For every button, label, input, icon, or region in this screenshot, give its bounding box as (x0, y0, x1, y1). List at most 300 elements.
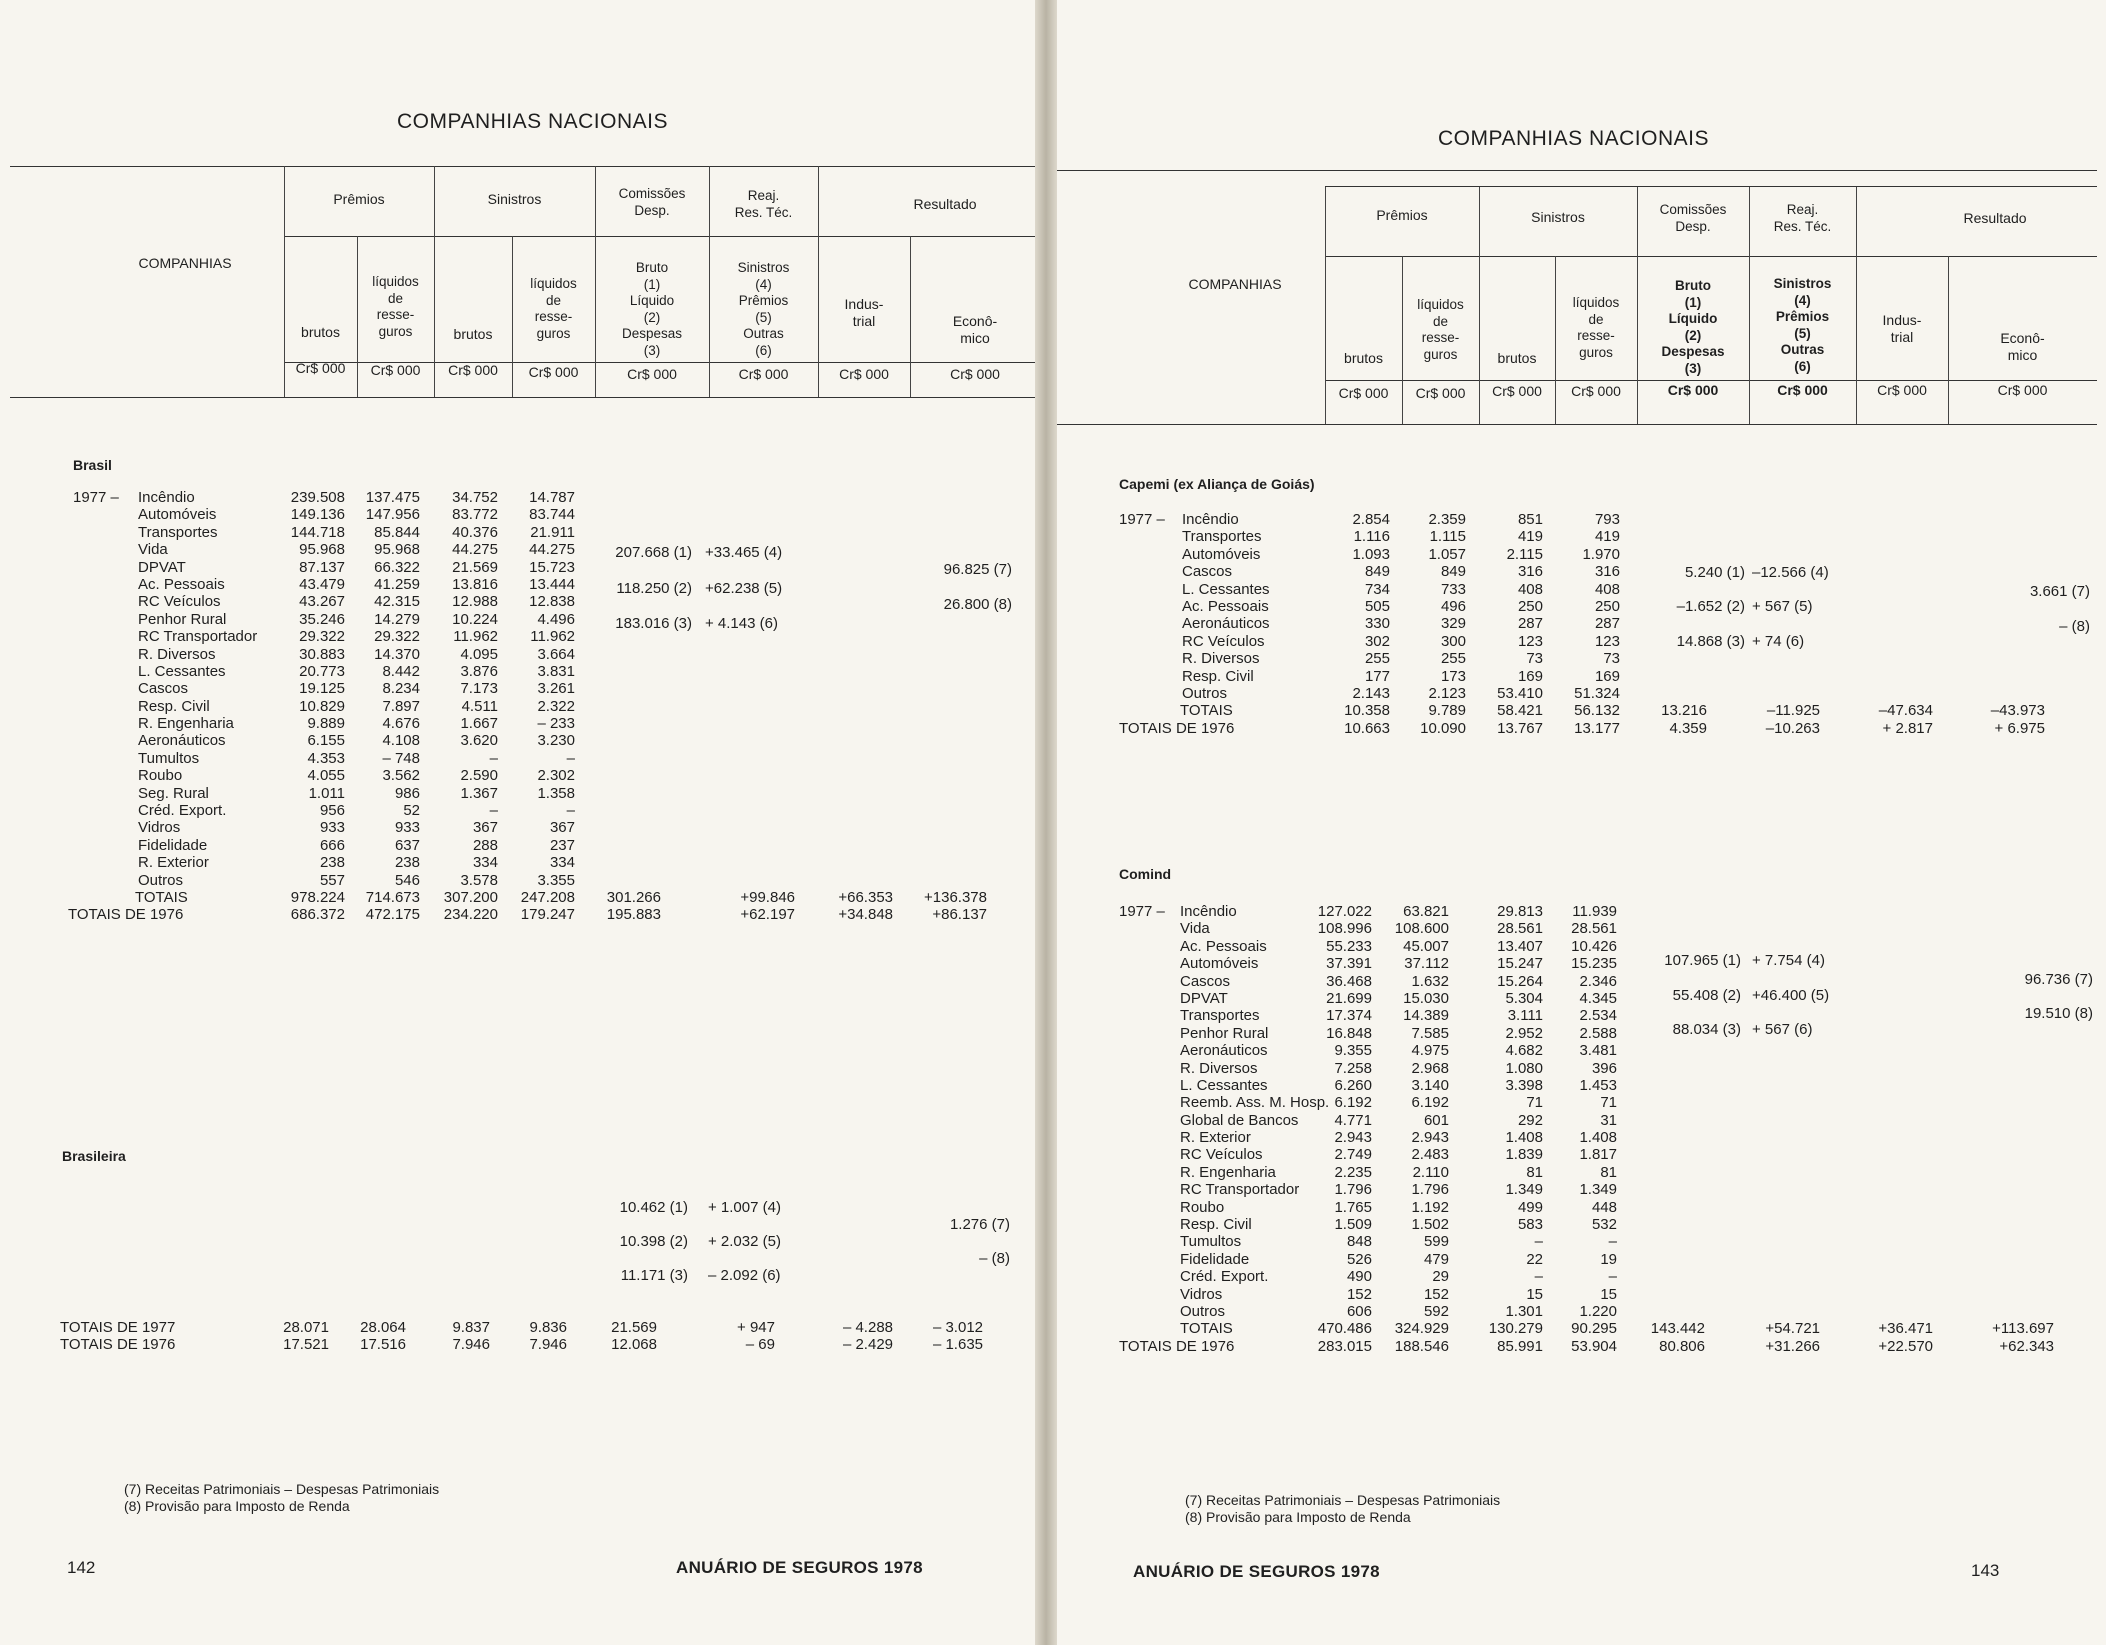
row-value: 3.620 (460, 732, 498, 750)
row-value: – (1608, 1268, 1617, 1286)
row-value: 666 (319, 836, 345, 854)
row-value: 4.095 (460, 645, 498, 663)
row-label: L. Cessantes (1180, 1076, 1268, 1094)
row-value: 1.509 (1334, 1216, 1372, 1234)
totals-value: –10.263 (1765, 719, 1820, 737)
table-row (1045, 511, 2106, 528)
row-value: 4.511 (461, 697, 498, 715)
resultado-value: 19.510 (8) (2024, 1005, 2093, 1022)
row-value: 81 (1526, 1163, 1543, 1181)
row-value: 53.410 (1497, 684, 1543, 702)
row-value: 2.588 (1579, 1024, 1617, 1042)
table-row (0, 872, 1045, 889)
header-bottom-rule (1045, 424, 2097, 425)
header-unit: Cr$ 000 (1777, 382, 1828, 398)
header-economico: Econô- mico (2000, 330, 2045, 363)
row-value: 29 (1432, 1268, 1449, 1286)
row-value: 177 (1364, 667, 1390, 685)
row-value: 2.854 (1352, 511, 1390, 528)
comind-table (1045, 903, 2106, 1355)
totals-value: 10.358 (1344, 702, 1390, 720)
totals-value: – 1.635 (932, 1336, 983, 1354)
row-value: – (489, 802, 498, 820)
totals-value: 9.789 (1428, 702, 1466, 720)
row-value: 238 (394, 854, 420, 872)
totals-value: 9.836 (529, 1319, 567, 1336)
row-value: 137.475 (365, 489, 420, 506)
table-row (1045, 1060, 2106, 1077)
row-label: R. Exterior (1180, 1129, 1251, 1147)
totals-value: +99.846 (740, 888, 795, 906)
row-value: 316 (1517, 563, 1543, 581)
row-value: 15.723 (529, 558, 575, 576)
header-bruto-liquido: Bruto (1) Líquido (2) Despesas (3) (621, 260, 683, 358)
table-row (1045, 920, 2106, 937)
row-value: 1.349 (1579, 1181, 1617, 1199)
row-label: Aeronáuticos (1182, 615, 1270, 633)
row-value: 1.502 (1411, 1216, 1449, 1234)
comissoes-value: 11.171 (3) (620, 1267, 688, 1284)
row-value: 30.883 (299, 645, 345, 663)
row-value: 592 (1423, 1302, 1449, 1320)
row-value: 152 (1423, 1285, 1449, 1303)
row-value: 14.370 (374, 645, 420, 663)
totals-value: 17.516 (360, 1336, 406, 1354)
header-top-rule (10, 166, 1045, 167)
header-unit: Cr$ 000 (627, 366, 677, 382)
row-value: 169 (1517, 667, 1543, 685)
row-value: 71 (1600, 1094, 1617, 1112)
row-value: 28.561 (1571, 920, 1617, 938)
row-value: – (1534, 1268, 1543, 1286)
row-value: 28.561 (1497, 920, 1543, 938)
company-name: Capemi (ex Aliança de Goiás) (1119, 476, 1315, 492)
row-value: 2.302 (537, 767, 575, 785)
totals-value: 80.806 (1659, 1337, 1705, 1355)
row-value: 292 (1517, 1111, 1543, 1129)
header-unit: Cr$ 000 (1667, 382, 1719, 398)
page-number: 142 (67, 1558, 96, 1577)
row-label: Penhor Rural (138, 610, 227, 628)
row-value: 734 (1364, 580, 1390, 598)
row-value: 287 (1594, 615, 1620, 633)
row-value: 10.829 (299, 697, 345, 715)
table-row (0, 489, 1045, 506)
row-label: Resp. Civil (1180, 1216, 1252, 1234)
table-row (0, 698, 1045, 715)
resultado-value: 96.736 (7) (2024, 971, 2093, 988)
row-value: 1.408 (1505, 1129, 1543, 1147)
row-label: Incêndio (1180, 903, 1237, 920)
row-value: 71 (1526, 1094, 1543, 1112)
totals-value: 58.421 (1497, 702, 1543, 720)
row-value: 4.975 (1411, 1042, 1449, 1060)
reaj-value: + 74 (6) (1752, 633, 1805, 650)
header-brutos: brutos (453, 326, 493, 342)
row-value: 239.508 (290, 489, 345, 506)
totals-label: TOTAIS (1180, 702, 1233, 720)
row-value: 2.110 (1412, 1163, 1449, 1181)
header-sinistros: Sinistros (487, 191, 542, 207)
row-value: 15 (1600, 1285, 1617, 1303)
row-year: 1977 – (73, 489, 119, 506)
company-name: Brasileira (62, 1148, 126, 1164)
header-unit: Cr$ 000 (295, 360, 346, 376)
row-value: – 233 (537, 715, 575, 733)
reaj-value: +33.465 (4) (705, 544, 783, 561)
row-label: Incêndio (1182, 511, 1239, 528)
row-value: 87.137 (299, 558, 345, 576)
row-label: Créd. Export. (138, 802, 227, 820)
table-row (1045, 598, 2106, 615)
row-value: 1.358 (537, 784, 575, 802)
row-value: 849 (1364, 563, 1390, 581)
table-row (1045, 650, 2106, 667)
totals-value: 188.546 (1394, 1337, 1449, 1355)
header-liquidos: líquidos de resse- guros (530, 276, 577, 341)
header-unit: Cr$ 000 (528, 364, 579, 380)
row-value: 2.952 (1505, 1024, 1543, 1042)
row-label: RC Veículos (1182, 632, 1265, 650)
row-value: 583 (1517, 1216, 1543, 1234)
row-value: 173 (1440, 667, 1466, 685)
table-row (1045, 668, 2106, 685)
row-value: 1.349 (1505, 1181, 1543, 1199)
header-industrial: Indus- trial (844, 296, 884, 329)
comissoes-value: 5.240 (1) (1684, 564, 1745, 581)
totals-value: +113.697 (1992, 1320, 2054, 1338)
row-value: 40.376 (452, 523, 498, 541)
header-unit: Cr$ 000 (1338, 385, 1389, 401)
row-value: 35.246 (299, 610, 345, 628)
row-value: 13.816 (452, 575, 498, 593)
totals-value: 472.175 (365, 906, 420, 924)
table-row (1045, 1216, 2106, 1233)
table-row (1045, 1146, 2106, 1163)
row-value: 2.235 (1334, 1163, 1372, 1181)
row-label: Transportes (1182, 528, 1262, 546)
row-value: – (489, 749, 498, 767)
row-value: 41.259 (374, 575, 420, 593)
row-value: 10.426 (1571, 937, 1617, 955)
row-value: 1.057 (1428, 545, 1466, 563)
row-label: Cascos (1182, 563, 1233, 581)
row-value: 7.585 (1411, 1024, 1449, 1042)
table-row (0, 732, 1045, 749)
row-value: 123 (1517, 632, 1543, 650)
header-premios: Prêmios (333, 191, 385, 207)
totals-value: 195.883 (606, 906, 661, 924)
resultado-value: – (8) (979, 1250, 1010, 1267)
table-row (1045, 973, 2106, 990)
header-liquidos: líquidos de resse- guros (1417, 297, 1464, 362)
table-row (0, 646, 1045, 663)
totals-value: 234.220 (443, 906, 498, 924)
row-value: 34.752 (452, 489, 498, 506)
table-row (1045, 1025, 2106, 1042)
row-value: 5.304 (1505, 989, 1543, 1007)
row-value: 21.911 (530, 523, 575, 541)
row-label: Ac. Pessoais (138, 575, 225, 593)
totals-value: –47.634 (1878, 702, 1933, 720)
reaj-value: + 4.143 (6) (705, 615, 778, 632)
row-value: 21.569 (452, 558, 498, 576)
row-value: 1.817 (1579, 1146, 1617, 1164)
header-unit: Cr$ 000 (448, 362, 498, 378)
totals-value: +36.471 (1878, 1320, 1933, 1338)
row-value: 601 (1423, 1111, 1449, 1129)
row-value: 29.322 (374, 628, 420, 646)
row-value: 2.968 (1411, 1059, 1449, 1077)
row-value: 2.359 (1428, 511, 1466, 528)
table-row (1045, 938, 2106, 955)
row-value: 66.322 (374, 558, 420, 576)
table-row (1045, 615, 2106, 632)
row-value: 3.664 (537, 645, 575, 663)
row-value: 20.773 (299, 662, 345, 680)
row-value: 3.355 (537, 871, 575, 889)
row-value: 1.632 (1411, 972, 1449, 990)
comissoes-value: 10.398 (2) (619, 1233, 688, 1250)
table-row (1045, 903, 2106, 920)
header-box-rule (1325, 186, 2097, 187)
header-companhias: COMPANHIAS (1188, 276, 1282, 292)
row-value: 42.315 (374, 593, 420, 611)
row-value: 6.155 (307, 732, 345, 750)
row-value: 3.562 (382, 767, 420, 785)
table-row (0, 559, 1045, 576)
row-value: – (566, 802, 575, 820)
totals-value: +31.266 (1765, 1337, 1820, 1355)
row-value: 532 (1591, 1216, 1617, 1234)
row-label: Fidelidade (138, 836, 208, 854)
row-year: 1977 – (1119, 903, 1165, 920)
header-resultado: Resultado (913, 196, 977, 212)
totals-value: + 2.817 (1882, 719, 1933, 737)
reaj-value: + 567 (6) (1752, 1021, 1813, 1038)
row-value: 43.479 (299, 575, 345, 593)
row-value: 1.367 (460, 784, 498, 802)
row-value: 14.279 (374, 610, 420, 628)
totals-value: – 4.288 (842, 1319, 893, 1336)
row-value: 288 (472, 836, 498, 854)
row-value: 496 (1440, 597, 1466, 615)
row-value: – (1534, 1233, 1543, 1251)
row-value: 6.192 (1411, 1094, 1449, 1112)
row-value: 4.345 (1579, 989, 1617, 1007)
row-value: 3.481 (1579, 1042, 1617, 1060)
row-value: 123 (1594, 632, 1620, 650)
table-row (1045, 528, 2106, 545)
row-value: 37.112 (1404, 955, 1449, 973)
row-value: 2.534 (1579, 1007, 1617, 1025)
row-label: L. Cessantes (1182, 580, 1270, 598)
row-value: 14.389 (1403, 1007, 1449, 1025)
row-value: 6.192 (1334, 1094, 1372, 1112)
totals-value: +66.353 (838, 888, 893, 906)
totals-value: 301.266 (606, 888, 661, 906)
row-value: 1.667 (460, 715, 498, 733)
table-row (0, 576, 1045, 593)
row-label: Transportes (138, 523, 218, 541)
comissoes-value: 107.965 (1) (1664, 952, 1741, 969)
row-value: 13.407 (1497, 937, 1543, 955)
row-value: 334 (472, 854, 498, 872)
totals-value: 10.090 (1420, 719, 1466, 737)
table-row (1045, 633, 2106, 650)
header-unit-rule (1325, 380, 2097, 381)
row-label: Reemb. Ass. M. Hosp. (1180, 1094, 1330, 1112)
row-value: 11.962 (453, 628, 498, 646)
reaj-value: + 567 (5) (1752, 598, 1813, 615)
row-value: 169 (1594, 667, 1620, 685)
totals-value: 9.837 (452, 1319, 490, 1336)
row-value: 448 (1591, 1198, 1617, 1216)
row-label: Roubo (138, 767, 183, 785)
table-row (1045, 1077, 2106, 1094)
totals-value: +62.343 (1999, 1337, 2054, 1355)
left-page (0, 0, 1045, 1645)
row-label: Outros (1180, 1302, 1226, 1320)
row-value: 2.483 (1411, 1146, 1449, 1164)
totals-row (1045, 702, 2106, 719)
row-value: 2.943 (1411, 1129, 1449, 1147)
totals-value: 90.295 (1571, 1320, 1617, 1338)
row-value: 8.234 (382, 680, 420, 698)
table-row (0, 715, 1045, 732)
row-value: 637 (394, 836, 420, 854)
row-value: 149.136 (290, 506, 345, 524)
table-row (1045, 1164, 2106, 1181)
table-row (0, 593, 1045, 610)
reaj-value: +46.400 (5) (1752, 987, 1830, 1004)
row-label: Resp. Civil (1182, 667, 1254, 685)
row-value: 21.699 (1326, 989, 1372, 1007)
header-sinistros: Sinistros (1531, 209, 1585, 225)
row-label: R. Diversos (1180, 1059, 1258, 1077)
table-row (0, 524, 1045, 541)
row-value: 4.771 (1334, 1111, 1372, 1129)
row-value: 10.224 (452, 610, 498, 628)
row-value: 3.831 (537, 662, 575, 680)
table-row (0, 680, 1045, 697)
row-year: 1977 – (1119, 511, 1165, 528)
row-value: 51.324 (1574, 684, 1620, 702)
footnotes (1185, 1492, 1500, 1526)
header-top-rule (1045, 170, 2097, 171)
row-value: 419 (1594, 528, 1620, 546)
header-bruto-liquido: Bruto (1) Líquido (2) Despesas (3) (1661, 278, 1725, 376)
table-row (1045, 1112, 2106, 1129)
comissoes-value: 183.016 (3) (615, 615, 692, 632)
row-label: Cascos (1180, 972, 1231, 990)
row-label: R. Engenharia (138, 715, 234, 733)
row-label: L. Cessantes (138, 662, 226, 680)
totals-value: 324.929 (1394, 1320, 1449, 1338)
row-value: 302 (1364, 632, 1390, 650)
row-value: 3.398 (1505, 1076, 1543, 1094)
table-row (0, 819, 1045, 836)
row-value: 606 (1346, 1302, 1372, 1320)
row-value: 15.235 (1571, 955, 1617, 973)
row-value: 83.744 (529, 506, 575, 524)
table-row (1045, 1268, 2106, 1285)
row-value: 499 (1517, 1198, 1543, 1216)
row-value: 144.718 (290, 523, 345, 541)
header-reaj: Reaj. Res. Téc. (734, 188, 793, 220)
totals-value: +34.848 (838, 906, 893, 924)
row-label: Cascos (138, 680, 189, 698)
row-value: 9.355 (1334, 1042, 1372, 1060)
header-sin-premios: Sinistros (4) Prêmios (5) Outras (6) (737, 260, 790, 358)
row-label: Ac. Pessoais (1182, 597, 1269, 615)
header-mid-rule (284, 236, 1045, 237)
totals-value: 7.946 (529, 1336, 567, 1354)
resultado-value: – (8) (2059, 618, 2090, 635)
reaj-value: + 2.032 (5) (708, 1233, 781, 1250)
header-liquidos: líquidos de resse- guros (1572, 295, 1620, 360)
row-label: Outros (1182, 684, 1228, 702)
row-value: 52 (403, 802, 420, 820)
totals-value: 17.521 (283, 1336, 329, 1354)
row-value: 1.970 (1582, 545, 1620, 563)
row-label: RC Transportador (138, 628, 258, 646)
row-value: 85.844 (374, 523, 420, 541)
header-companhias: COMPANHIAS (138, 255, 232, 271)
totals-value: 13.177 (1574, 719, 1620, 737)
row-value: 793 (1594, 511, 1620, 528)
row-value: 2.943 (1334, 1129, 1372, 1147)
header-unit: Cr$ 000 (1571, 383, 1621, 399)
row-value: 250 (1594, 597, 1620, 615)
comissoes-value: 118.250 (2) (616, 580, 692, 597)
totals-value: 10.663 (1344, 719, 1390, 737)
row-value: 9.889 (307, 715, 345, 733)
totals-value: 283.015 (1317, 1337, 1372, 1355)
row-label: RC Veículos (1180, 1146, 1263, 1164)
row-value: 1.080 (1505, 1059, 1543, 1077)
table-row (1045, 1251, 2106, 1268)
row-value: 8.442 (382, 662, 420, 680)
header-comissoes: Comissões Desp. (1659, 202, 1727, 234)
row-value: 14.787 (529, 489, 575, 506)
row-label: Global de Bancos (1180, 1111, 1299, 1129)
row-value: 334 (549, 854, 575, 872)
row-value: 2.590 (460, 767, 498, 785)
totals-value: 28.071 (283, 1319, 329, 1336)
totals-value: 686.372 (290, 906, 345, 924)
row-label: Penhor Rural (1180, 1024, 1269, 1042)
row-value: 63.821 (1403, 903, 1449, 920)
row-label: Fidelidade (1180, 1250, 1250, 1268)
row-value: 152 (1346, 1285, 1372, 1303)
totals-label: TOTAIS (1180, 1320, 1233, 1338)
row-label: R. Engenharia (1180, 1163, 1276, 1181)
row-label: Transportes (1180, 1007, 1260, 1025)
row-value: 2.749 (1334, 1146, 1372, 1164)
row-value: 479 (1423, 1250, 1449, 1268)
table-row (0, 750, 1045, 767)
header-brutos: brutos (1344, 350, 1383, 366)
row-label: Vida (138, 541, 168, 559)
totals-label: TOTAIS DE 1977 (60, 1319, 176, 1336)
row-label: Resp. Civil (138, 697, 210, 715)
row-value: 1.220 (1579, 1302, 1617, 1320)
table-row (1045, 563, 2106, 580)
header-bottom-rule (10, 397, 1045, 398)
row-value: 599 (1423, 1233, 1449, 1251)
row-value: 16.848 (1326, 1024, 1372, 1042)
